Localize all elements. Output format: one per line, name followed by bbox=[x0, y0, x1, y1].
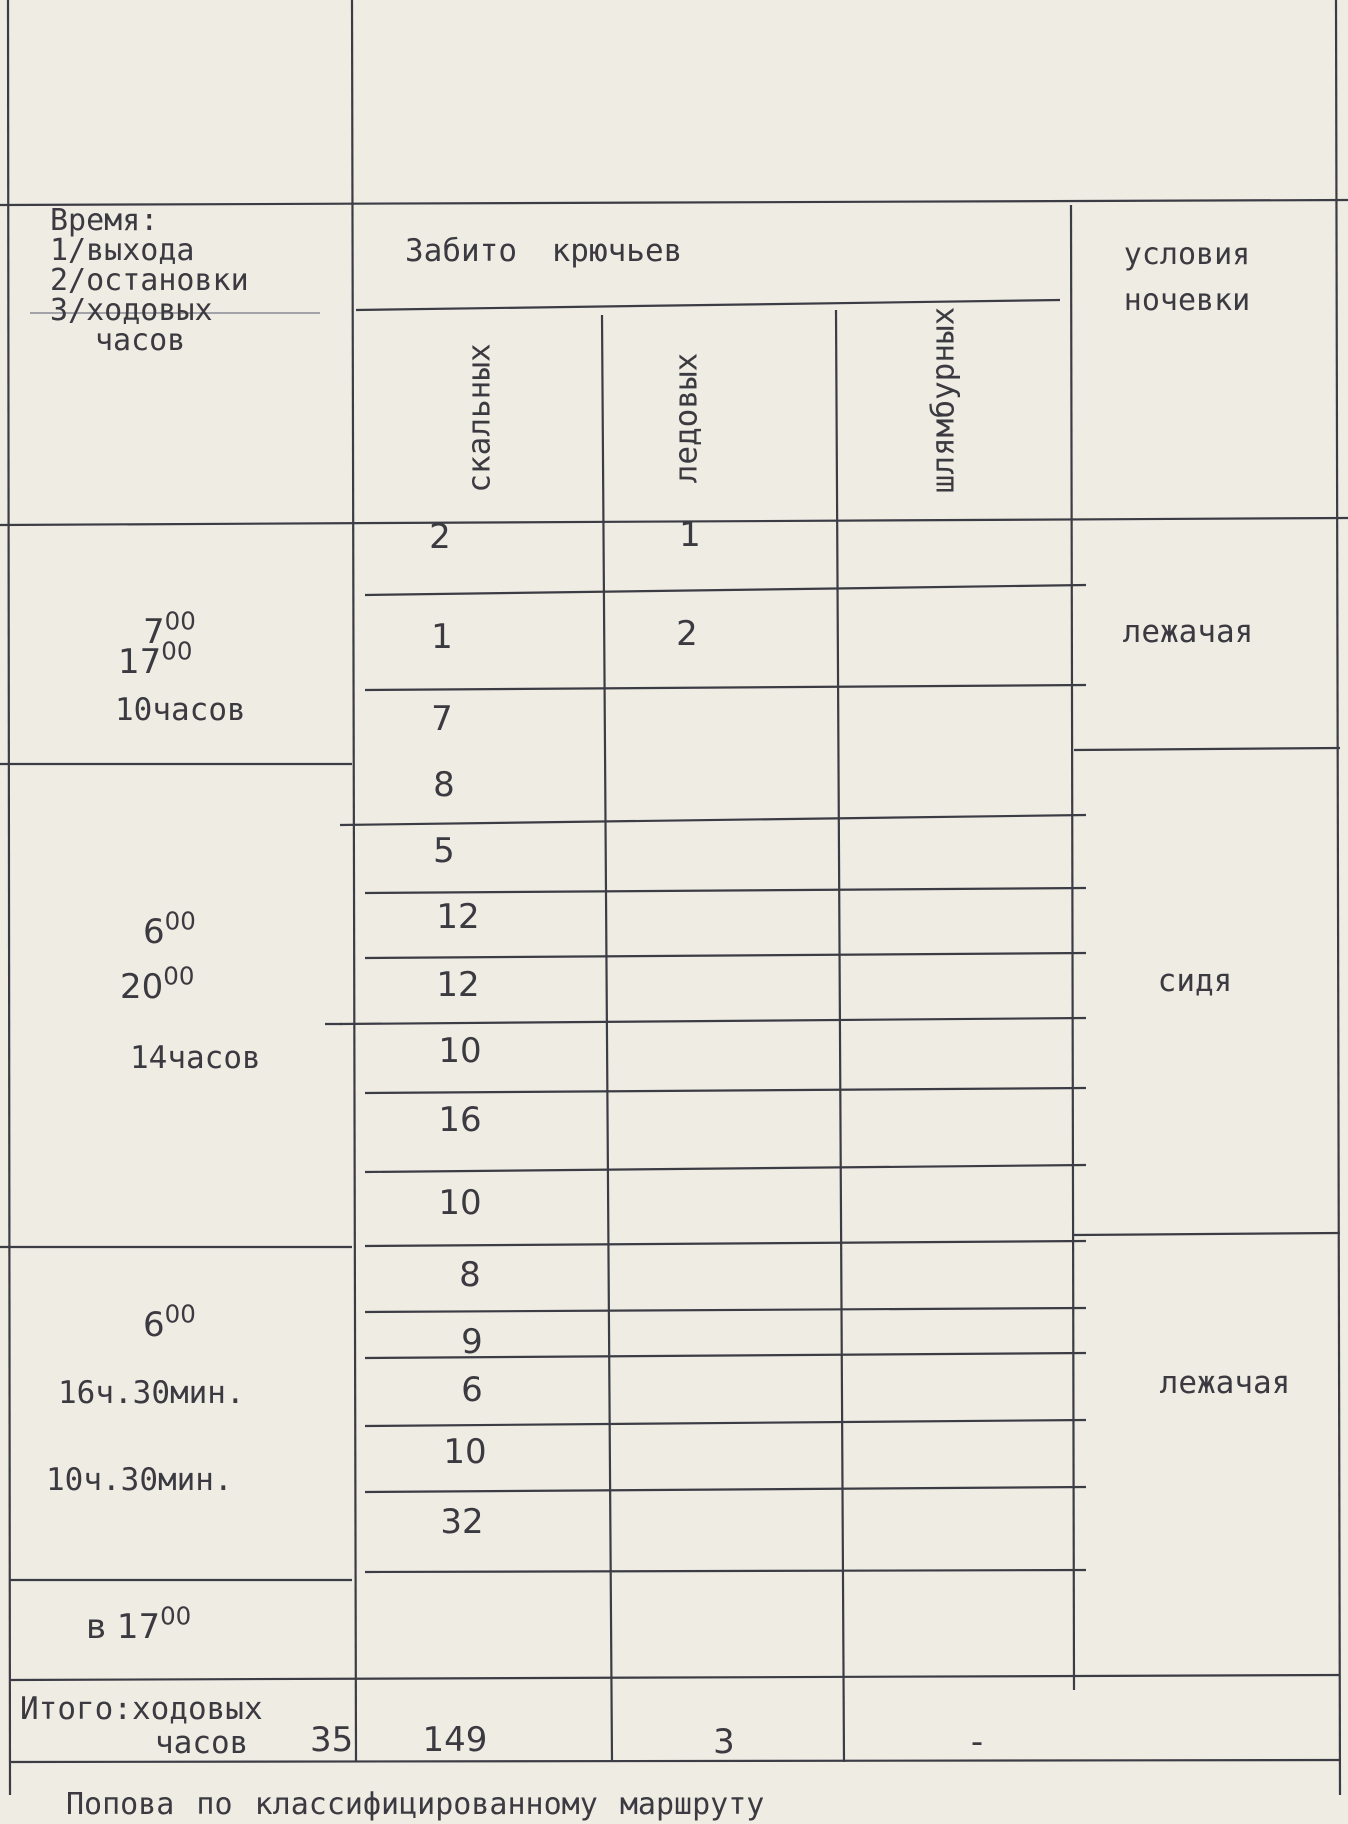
time-column-title: Время: bbox=[50, 203, 159, 238]
stop-time: 16ч.30мин. bbox=[58, 1375, 245, 1411]
ice-pitons-cell: 1 bbox=[679, 515, 701, 555]
ice-pitons-cell: 2 bbox=[676, 614, 698, 654]
totals-hours: 35 bbox=[310, 1720, 354, 1760]
rock-pitons-header: скальных bbox=[461, 343, 498, 493]
totals-rock: 149 bbox=[422, 1720, 488, 1760]
rock-pitons-cell: 32 bbox=[440, 1502, 484, 1542]
bolt-pitons-header: шлямбурных bbox=[925, 306, 962, 494]
rock-pitons-cell: 6 bbox=[461, 1370, 483, 1410]
walking-hours: 14часов bbox=[130, 1040, 261, 1076]
start-time: $7^{00}$ bbox=[143, 606, 196, 652]
rock-pitons-cell: 10 bbox=[438, 1183, 482, 1223]
totals-label: часов bbox=[155, 1725, 249, 1761]
walking-hours: 10ч.30мин. bbox=[46, 1462, 233, 1498]
footer-text: Попова по классифицированному маршруту bbox=[66, 1787, 765, 1822]
rock-pitons-cell: 12 bbox=[436, 897, 480, 937]
start-time: $6^{00}$ bbox=[143, 1299, 196, 1345]
walking-hours: 10часов bbox=[115, 692, 246, 728]
pitons-column-title: Забито крючьев bbox=[405, 233, 683, 269]
start-time: $6^{00}$ bbox=[143, 906, 196, 952]
stop-time: $17^{00}$ bbox=[118, 636, 193, 682]
rock-pitons-cell: 8 bbox=[459, 1255, 481, 1295]
rock-pitons-cell: 16 bbox=[438, 1100, 482, 1140]
rock-pitons-cell: 2 bbox=[429, 517, 451, 557]
time-column-line: 3/ходовых bbox=[50, 293, 213, 328]
ice-pitons-header: ледовых bbox=[668, 352, 705, 484]
time-column-line: 2/остановки bbox=[50, 263, 249, 298]
time-column-line: 1/выхода bbox=[50, 233, 195, 268]
rock-pitons-cell: 10 bbox=[443, 1432, 487, 1472]
rock-pitons-cell: 7 bbox=[431, 699, 453, 739]
rock-pitons-cell: 5 bbox=[433, 831, 455, 871]
rock-pitons-cell: 1 bbox=[431, 617, 453, 657]
bivouac-column-title: ночевки bbox=[1123, 283, 1251, 318]
end-time: в $17^{00}$ bbox=[86, 1601, 192, 1647]
rock-pitons-cell: 10 bbox=[438, 1031, 482, 1071]
rock-pitons-cell: 8 bbox=[433, 765, 455, 805]
time-column-line: часов bbox=[95, 323, 186, 358]
stop-time: $20^{00}$ bbox=[120, 961, 195, 1007]
totals-bolt: - bbox=[970, 1722, 984, 1762]
rock-pitons-cell: 12 bbox=[436, 965, 480, 1005]
bivouac-column-title: условия bbox=[1123, 237, 1251, 272]
totals-ice: 3 bbox=[713, 1722, 735, 1762]
bivouac-cell: сидя bbox=[1157, 963, 1233, 999]
bivouac-cell: лежачая bbox=[1159, 1365, 1291, 1401]
totals-label: Итого:ходовых bbox=[20, 1691, 263, 1727]
rock-pitons-cell: 9 bbox=[461, 1322, 483, 1362]
bivouac-cell: лежачая bbox=[1122, 614, 1254, 650]
